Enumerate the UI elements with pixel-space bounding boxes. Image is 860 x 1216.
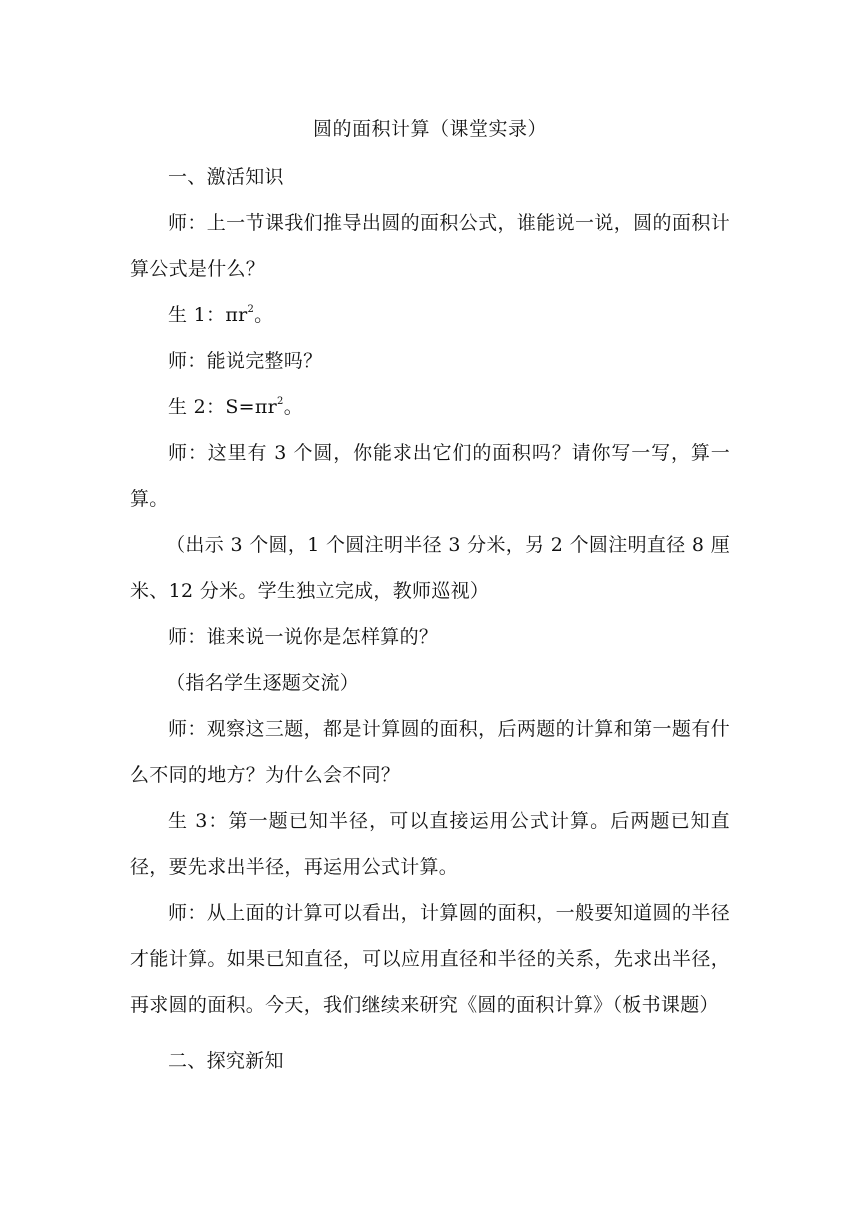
superscript: 2 (247, 304, 255, 315)
paragraph-teacher-question-4: 师：观察这三题，都是计算圆的面积，后两题的计算和第一题有什么不同的地方？为什么会不同？ (130, 718, 730, 786)
document-title: 圆的面积计算（课堂实录） (312, 118, 547, 140)
paragraph-stage-note-2: （指名学生逐题交流） (166, 672, 360, 694)
paragraph-stage-note-1: （出示 3 个圆，1 个圆注明半径 3 分米，另 2 个圆注明直径 8 厘米、12 分米。学生独立完成，教师巡视） (130, 534, 730, 602)
paragraph-student-2 (130, 384, 730, 430)
paragraph-student-1 (130, 292, 730, 338)
formula-end: 。 (254, 304, 274, 326)
paragraph-teacher-question-1: 师：上一节课我们推导出圆的面积公式，谁能说一说，圆的面积计算公式是什么？ (130, 212, 730, 280)
formula-text: 生 2：S=πr (168, 396, 278, 418)
formula-text: 生 1：πr (168, 304, 248, 326)
paragraph-teacher-task: 师：这里有 3 个圆，你能求出它们的面积吗？请你写一写，算一算。 (130, 442, 730, 510)
paragraph-teacher-question-2: 师：能说完整吗？ (168, 350, 323, 372)
formula-end: 。 (283, 396, 304, 418)
section-heading-2: 二、探究新知 (168, 1050, 284, 1072)
paragraph-teacher-question-3: 师：谁来说一说你是怎样算的？ (168, 626, 439, 648)
section-heading-1: 一、激活知识 (168, 166, 284, 188)
paragraph-student-3: 生 3：第一题已知半径，可以直接运用公式计算。后两题已知直径，要先求出半径，再运用公式计算。 (130, 810, 730, 878)
document-page (130, 108, 730, 1084)
superscript: 2 (277, 396, 284, 407)
paragraph-teacher-summary: 师：从上面的计算可以看出，计算圆的面积，一般要知道圆的半径才能计算。如果已知直径，可以应用直径和半径的关系，先求出半径，再求圆的面积。今天，我们继续来研究《圆的面积计算》（板书课题） (130, 902, 730, 1016)
